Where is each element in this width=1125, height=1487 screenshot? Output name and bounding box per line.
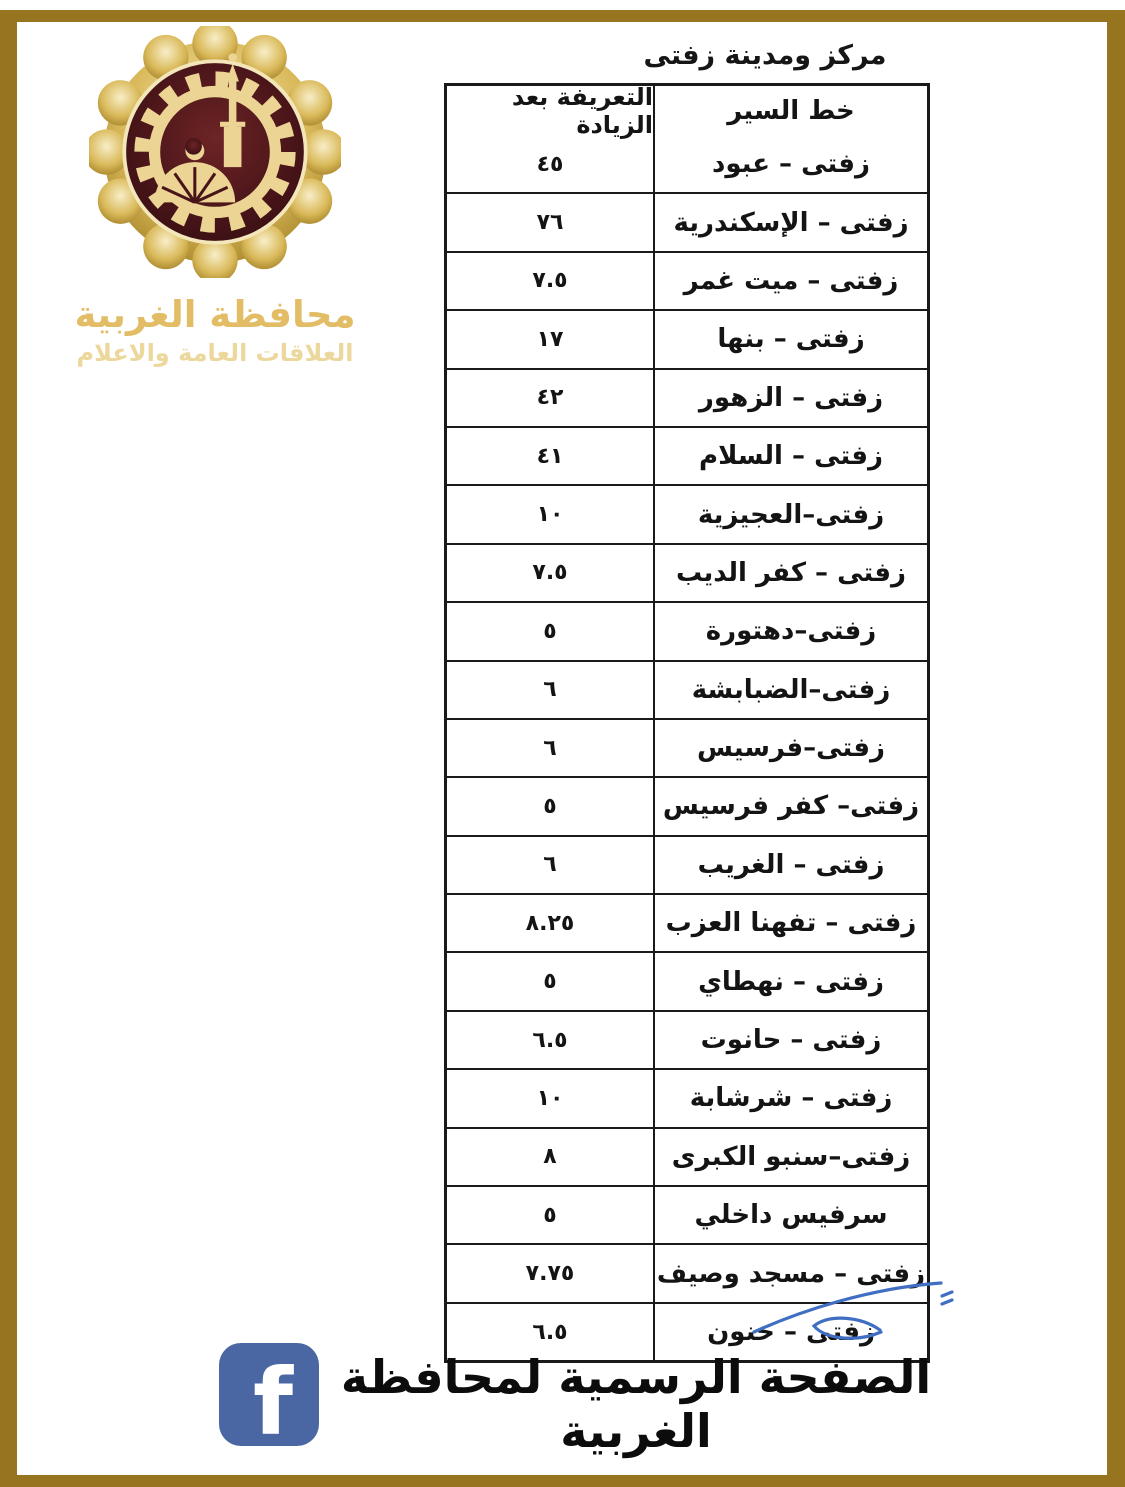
route-header: خط السير <box>727 96 855 126</box>
tariff-value: ٧٦ <box>447 194 655 250</box>
table-row <box>447 1010 927 1068</box>
governorate-logo <box>40 26 390 366</box>
table-row <box>447 192 927 250</box>
tariff-value: ٧.٧٥ <box>447 1245 655 1301</box>
tariff-value: ٥ <box>447 953 655 1009</box>
table-row <box>447 718 927 776</box>
official-page-label: الصفحة الرسمية لمحافظة الغربية <box>340 1350 932 1458</box>
fare-table <box>444 83 930 1363</box>
route-name: زفتى – نهطاي <box>698 966 884 997</box>
table-row <box>447 951 927 1009</box>
tariff-value: ٧.٥ <box>447 545 655 601</box>
route-name: زفتى – بنها <box>717 324 865 355</box>
handwritten-signature-icon <box>740 1268 960 1353</box>
table-row <box>447 601 927 659</box>
tariff-value: ٦.٥ <box>447 1304 655 1360</box>
table-row <box>447 309 927 367</box>
table-row <box>447 1185 927 1243</box>
route-name: زفتى – الإسكندرية <box>673 207 909 238</box>
table-row <box>447 426 927 484</box>
tariff-value: ٥ <box>447 1187 655 1243</box>
table-row <box>447 543 927 601</box>
route-name: زفتى – كفر الديب <box>675 557 907 588</box>
route-name: زفتى–دهتورة <box>705 616 877 647</box>
table-header-row <box>447 83 927 139</box>
gharbia-governorate-seal-icon <box>89 26 341 278</box>
table-row <box>447 251 927 309</box>
route-name: زفتى – حانوت <box>700 1025 882 1056</box>
route-name: زفتى–سنبو الكبرى <box>671 1141 911 1172</box>
table-row <box>447 136 927 192</box>
tariff-value: ٨.٢٥ <box>447 895 655 951</box>
route-name: زفتى – السلام <box>699 441 883 472</box>
route-name: زفتى – الغريب <box>697 849 885 880</box>
tariff-value: ٥ <box>447 603 655 659</box>
table-row <box>447 776 927 834</box>
table-body <box>447 136 927 1360</box>
route-name: زفتى – حنون <box>707 1317 875 1347</box>
governorate-name: محافظة الغربية <box>74 293 356 336</box>
route-name: زفتى – الزهور <box>698 382 884 413</box>
table-row <box>447 368 927 426</box>
route-name: زفتى – عبود <box>711 149 871 180</box>
route-name: زفتى– كفر فرسيس <box>662 791 920 822</box>
document-title: مركز ومدينة زفتى <box>643 40 887 71</box>
route-name: زفتى – شرشابة <box>689 1083 893 1114</box>
facebook-letter: f <box>252 1349 294 1446</box>
route-name: سرفيس داخلي <box>694 1200 888 1231</box>
tariff-value: ٦ <box>447 837 655 893</box>
tariff-value: ٥ <box>447 778 655 834</box>
route-name: زفتى–الضبابشة <box>691 674 891 705</box>
tariff-header: التعريفة بعد الزيادة <box>447 86 655 136</box>
route-name: زفتى – ميت غمر <box>683 265 899 296</box>
route-name: زفتى – مسجد وصيف <box>656 1258 926 1289</box>
table-row <box>447 893 927 951</box>
table-row <box>447 484 927 542</box>
route-name: زفتى – تفهنا العزب <box>665 908 917 939</box>
route-name: زفتى–العجيزية <box>697 499 885 530</box>
table-row <box>447 660 927 718</box>
tariff-value: ٦.٥ <box>447 1012 655 1068</box>
table-row <box>447 1068 927 1126</box>
table-row <box>447 835 927 893</box>
tariff-value: ٦ <box>447 662 655 718</box>
facebook-icon <box>219 1343 319 1446</box>
route-name: زفتى–فرسيس <box>696 733 886 764</box>
tariff-value: ٤١ <box>447 428 655 484</box>
tariff-value: ٤٢ <box>447 370 655 426</box>
tariff-value: ٨ <box>447 1129 655 1185</box>
table-row <box>447 1127 927 1185</box>
tariff-value: ١٠ <box>447 486 655 542</box>
governorate-department: العلاقات العامة والاعلام <box>76 338 354 367</box>
tariff-value: ٤٥ <box>447 136 655 192</box>
tariff-value: ٦ <box>447 720 655 776</box>
tariff-value: ٧.٥ <box>447 253 655 309</box>
tariff-value: ١٠ <box>447 1070 655 1126</box>
tariff-value: ١٧ <box>447 311 655 367</box>
